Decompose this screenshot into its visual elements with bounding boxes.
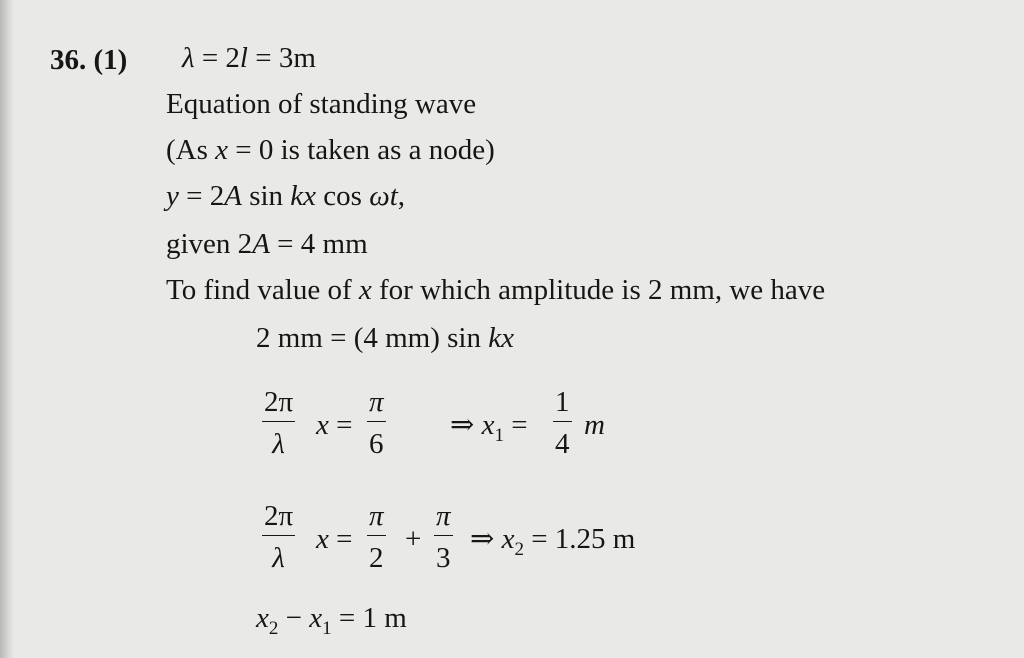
step2-lhs-fraction: $\frac{2\pi}{\lambda}$ [264,500,294,574]
step1-result-fraction: $\frac{1}{4}$ [555,386,570,460]
page-edge-shadow [0,0,14,658]
standing-wave-equation: y = 2A sin kx cos ωt, [166,180,406,212]
step1-x: x = [316,409,353,441]
step2-fraction-b: $\frac{\pi}{3}$ [436,500,451,574]
given-amplitude: given 2A = 4 mm [166,228,368,260]
amplitude-equation: 2 mm = (4 mm) sin kx [256,322,514,354]
equation-heading: Equation of standing wave [166,88,477,120]
step1-unit: m [584,409,605,441]
step1-rhs-fraction: $\frac{\pi}{6}$ [369,386,384,460]
node-note: (As x = 0 is taken as a node) [166,134,495,166]
step2-x: x = [316,523,353,555]
step1-lhs-fraction: $\frac{2\pi}{\lambda}$ [264,386,294,460]
wavelength-equation: λ = 2l = 3m [182,42,316,74]
problem-number: 36. (1) [50,44,128,76]
step1-implies: ⇒ $x_1$ = [450,409,528,446]
step2-plus: + [405,523,422,555]
answer-choice: (1) [93,44,128,76]
difference-equation: $x_2 - x_1 = 1$ m [256,602,407,639]
step2-result: ⇒ $x_2 = 1.25$ m [470,523,636,560]
to-find-statement: To find value of x for which amplitude is 2 mm, we have [166,274,826,306]
step2-fraction-a: $\frac{\pi}{2}$ [369,500,384,574]
